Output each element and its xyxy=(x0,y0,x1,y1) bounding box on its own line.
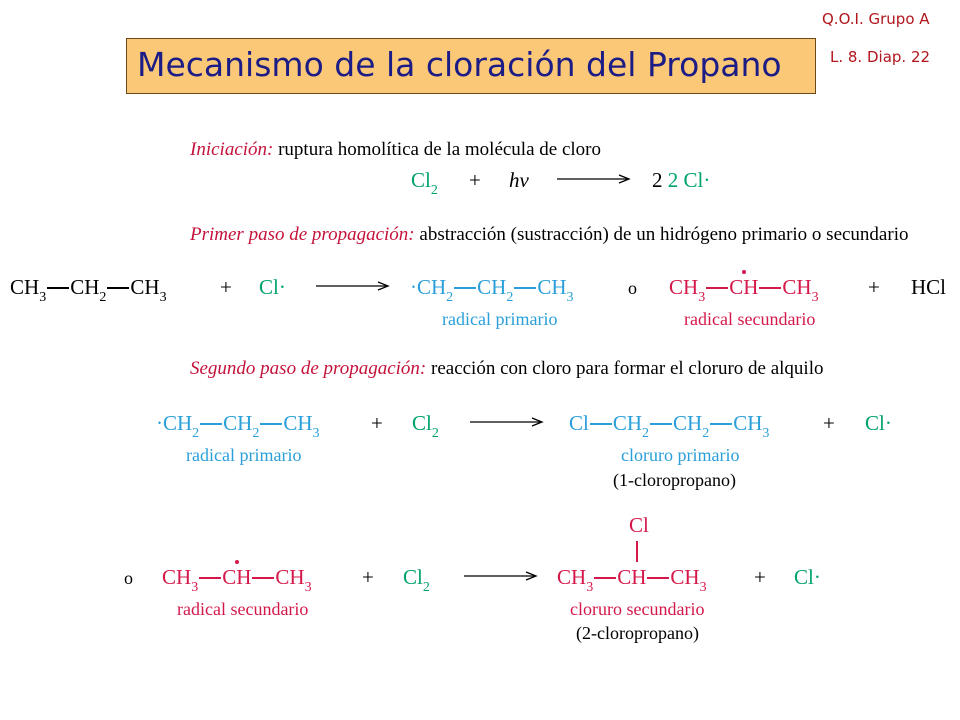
chlorine-radical: Cl· xyxy=(259,275,286,299)
course-label: Q.O.I. Grupo A xyxy=(822,10,930,28)
initiation-reactant: $Cl_2$ xyxy=(411,168,438,198)
propagation1-description: abstracción (sustracción) de un hidrógeno primario o secundario xyxy=(419,224,909,245)
bond-line xyxy=(636,541,638,562)
reaction-arrow xyxy=(557,173,631,185)
initiation-energy: hv xyxy=(509,168,529,192)
secondary-radical-formula: $CH_3$ CH $CH_3$ xyxy=(669,275,819,305)
propagation1-heading xyxy=(190,224,908,246)
title-box xyxy=(126,38,816,94)
propagation1-label: Primer paso de propagación: xyxy=(190,224,415,245)
primary-chloride-label: cloruro primario xyxy=(621,445,740,465)
initiation-description: ruptura homolítica de la molécula de cloro xyxy=(278,139,601,160)
propagation2-description: reacción con cloro para formar el cloruro de alquilo xyxy=(431,358,824,379)
propagation2-label: Segundo paso de propagación: xyxy=(190,358,427,379)
chlorine-substituent: Cl xyxy=(629,513,649,537)
plus-sign: + xyxy=(868,275,880,299)
initiation-heading xyxy=(190,139,601,161)
reaction-arrow xyxy=(470,416,544,428)
primary-chloride-formula: Cl $CH_2$ $CH_2$ $CH_3$ xyxy=(569,411,770,441)
initiation-label: Iniciación: xyxy=(190,139,274,160)
plus-sign: + xyxy=(823,411,835,435)
primary-radical-formula: $\cdot CH_2$ $CH_2$ $CH_3$ xyxy=(410,275,574,305)
secondary-chloride-formula: $CH_3$ CH $CH_3$ xyxy=(557,565,707,595)
reaction-arrow xyxy=(464,570,538,582)
primary-radical-label: radical primario xyxy=(186,445,302,465)
secondary-radical-formula-2: $CH_3$ CH $CH_3$ xyxy=(162,565,312,595)
plus-sign: + xyxy=(754,565,766,589)
secondary-radical-label: radical secundario xyxy=(177,599,309,619)
initiation-product: 2 2 Cl· xyxy=(652,168,711,192)
plus-sign: + xyxy=(220,275,232,299)
chlorine-radical: Cl· xyxy=(794,565,821,589)
reaction-arrow xyxy=(316,280,390,292)
or-label: o xyxy=(628,278,637,298)
plus-sign: + xyxy=(371,411,383,435)
primary-chloride-name: (1-cloropropano) xyxy=(613,470,736,490)
primary-radical-formula-2: $\cdot CH_2$ $CH_2$ $CH_3$ xyxy=(156,411,320,441)
chlorine-radical: Cl· xyxy=(865,411,892,435)
slide-title: Mecanismo de la cloración del Propano xyxy=(137,45,782,84)
chlorine-molecule: $Cl_2$ xyxy=(403,565,430,595)
plus-sign: + xyxy=(362,565,374,589)
or-label: o xyxy=(124,568,133,588)
secondary-chloride-label: cloruro secundario xyxy=(570,599,705,619)
primary-radical-label: radical primario xyxy=(442,309,558,329)
initiation-plus: + xyxy=(469,168,481,192)
chlorine-molecule: $Cl_2$ xyxy=(412,411,439,441)
propagation2-heading xyxy=(190,358,823,380)
secondary-chloride-name: (2-cloropropano) xyxy=(576,623,699,643)
slide-reference: L. 8. Diap. 22 xyxy=(830,48,931,66)
propane-formula: $CH_3$ $CH_2$ $CH_3$ xyxy=(10,275,167,305)
hcl-product: HCl xyxy=(911,275,947,299)
secondary-radical-label: radical secundario xyxy=(684,309,816,329)
